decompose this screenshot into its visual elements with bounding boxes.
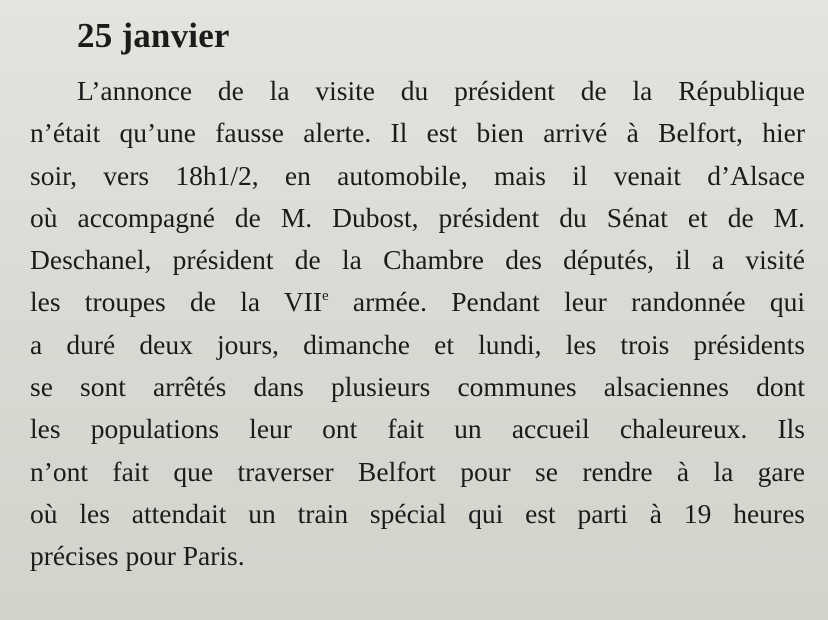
- entry-body: [30, 70, 805, 578]
- entry-line: soir, vers 18h1/2, en automobile, mais il venait d’Alsace: [30, 159, 805, 191]
- line-fragment: armée. Pendant leur randonnée qui: [328, 286, 805, 318]
- entry-line: a duré deux jours, dimanche et lundi, les trois présidents: [30, 328, 805, 360]
- entry-line: n’ont fait que traverser Belfort pour se rendre à la gare: [30, 455, 805, 487]
- entry-date-heading: 25 janvier: [77, 16, 230, 55]
- entry-line: se sont arrêtés dans plusieurs communes alsaciennes dont: [30, 371, 805, 403]
- entry-line: Deschanel, président de la Chambre des députés, il a visité: [30, 244, 805, 276]
- diary-page: [30, 14, 805, 578]
- entry-line: L’annonce de la visite du président de la République: [77, 75, 805, 106]
- line-fragment: les troupes de la VII: [30, 286, 322, 318]
- entry-line-last: précises pour Paris.: [30, 540, 245, 572]
- superscript: e: [322, 288, 329, 305]
- entry-line: n’était qu’une fausse alerte. Il est bien arrivé à Belfort, hier: [30, 117, 805, 149]
- entry-line-with-superscript: [30, 281, 805, 323]
- entry-line: où accompagné de M. Dubost, président du Sénat et de M.: [30, 201, 805, 233]
- entry-line: les populations leur ont fait un accueil chaleureux. Ils: [30, 413, 805, 445]
- entry-line: où les attendait un train spécial qui est parti à 19 heures: [30, 497, 805, 529]
